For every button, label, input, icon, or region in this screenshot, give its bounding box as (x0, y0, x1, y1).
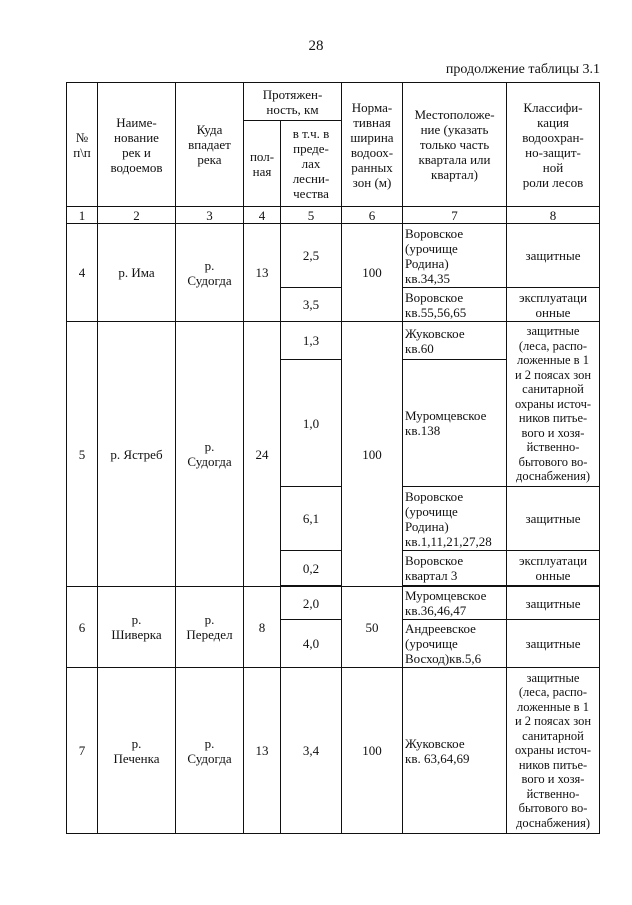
length-within: 1,3 (281, 322, 342, 360)
water-body-name: р. Шиверка (98, 587, 176, 668)
column-number: 3 (176, 207, 244, 224)
location: Воровское квартал 3 (403, 551, 507, 586)
table-row (67, 224, 600, 288)
length-full: 8 (244, 587, 281, 668)
row-num: 5 (67, 322, 98, 587)
flows-into: р. Судогда (176, 322, 244, 587)
column-number: 4 (244, 207, 281, 224)
water-body-name: р. Ястреб (98, 322, 176, 587)
location: Андреевское (урочище Восход)кв.5,6 (403, 620, 507, 668)
location: Муромцевское кв.36,46,47 (403, 587, 507, 620)
header-length-within: в т.ч. в преде- лах лесни- чества (281, 121, 342, 207)
classification: защитные (507, 620, 600, 668)
table-row (67, 587, 600, 620)
length-within: 4,0 (281, 620, 342, 668)
length-full: 24 (244, 322, 281, 587)
column-number: 1 (67, 207, 98, 224)
water-body-name: р. Печенка (98, 668, 176, 834)
zone-width: 100 (342, 224, 403, 322)
location: Воровское (урочище Родина) кв.34,35 (403, 224, 507, 288)
table-row (67, 322, 600, 360)
column-number: 7 (403, 207, 507, 224)
length-full: 13 (244, 668, 281, 834)
zone-width: 50 (342, 587, 403, 668)
row-num: 4 (67, 224, 98, 322)
classification: эксплуатаци онные (507, 551, 600, 586)
header-name: Наиме- нование рек и водоемов (98, 83, 176, 207)
location: Воровское кв.55,56,65 (403, 288, 507, 322)
flows-into: р. Судогда (176, 668, 244, 834)
classification: эксплуатаци онные (507, 288, 600, 322)
column-number: 6 (342, 207, 403, 224)
table-row (67, 668, 600, 834)
column-number: 5 (281, 207, 342, 224)
classification: защитные (леса, распо- ложенные в 1 и 2 поясах зон санитарной охраны источ- ников питье- вого и хозя- йственно- бытового во- доснабжения) (507, 668, 600, 834)
classification: защитные (507, 587, 600, 620)
water-protection-table (66, 82, 600, 834)
header-classification: Классифи- кация водоохран- но-защит- ной роли лесов (507, 83, 600, 207)
header-length: Протяжен- ность, км (244, 83, 342, 121)
length-within: 6,1 (281, 487, 342, 551)
flows-into: р. Передел (176, 587, 244, 668)
column-number: 8 (507, 207, 600, 224)
page-number: 28 (308, 38, 324, 54)
row-num: 7 (67, 668, 98, 834)
column-number: 2 (98, 207, 176, 224)
length-within: 1,0 (281, 360, 342, 487)
zone-width: 100 (342, 668, 403, 834)
header-width: Норма- тивная ширина водоох- ранных зон (м) (342, 83, 403, 207)
classification: защитные (507, 487, 600, 551)
length-within: 2,5 (281, 224, 342, 288)
column-number-row (67, 207, 600, 224)
water-body-name: р. Има (98, 224, 176, 322)
table-caption: продолжение таблицы 3.1 (445, 62, 600, 77)
length-full: 13 (244, 224, 281, 322)
header-flows-into: Куда впадает река (176, 83, 244, 207)
header-row (67, 83, 600, 121)
header-num: № п\п (67, 83, 98, 207)
length-within: 3,4 (281, 668, 342, 834)
location: Муромцевское кв.138 (403, 360, 507, 487)
zone-width: 100 (342, 322, 403, 587)
length-within: 2,0 (281, 587, 342, 620)
location: Жуковское кв. 63,64,69 (403, 668, 507, 834)
location: Воровское (урочище Родина) кв.1,11,21,27,28 (403, 487, 507, 551)
classification: защитные (507, 224, 600, 288)
row-num: 6 (67, 587, 98, 668)
classification: защитные (леса, распо- ложенные в 1 и 2 поясах зон санитарной охраны источ- ников питье- вого и хозя- йственно- бытового во- доснабжения) (507, 322, 600, 487)
location: Жуковское кв.60 (403, 322, 507, 360)
header-location: Местоположе- ние (указать только часть квартала или квартал) (403, 83, 507, 207)
length-within: 0,2 (281, 551, 342, 586)
length-within: 3,5 (281, 288, 342, 322)
flows-into: р. Судогда (176, 224, 244, 322)
header-length-full: пол- ная (244, 121, 281, 207)
